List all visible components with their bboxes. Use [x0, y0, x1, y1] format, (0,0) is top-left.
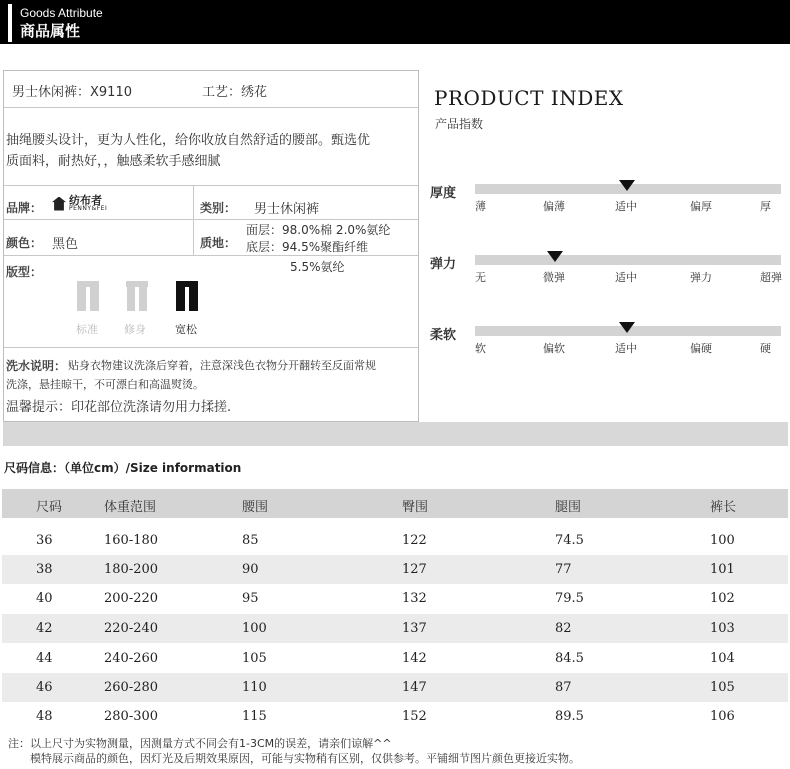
table-cell: 38: [36, 562, 53, 577]
table-cell: 82: [555, 621, 572, 636]
index-tick: 偏硬: [690, 342, 712, 355]
size-section-title: 尺码信息：（单位cm）/Size information: [4, 461, 242, 475]
index-tick: 无: [475, 271, 486, 284]
index-marker-icon: [619, 180, 635, 191]
product-index-subtitle: 产品指数: [435, 117, 484, 131]
table-cell: 85: [242, 533, 259, 548]
table-row: [2, 644, 788, 673]
table-cell: 180-200: [104, 562, 159, 577]
index-tick: 偏软: [543, 342, 565, 355]
brand-name: 纺布者: [69, 194, 102, 207]
pants-loose-icon: [176, 281, 198, 311]
size-note-2: 模特展示商品的颜色，因灯光及后期效果原因，可能与实物稍有区别，仅供参考。平铺细节图片颜色更接近实物。: [30, 752, 580, 765]
header-cell: 裤长: [710, 500, 737, 515]
table-row: [2, 673, 788, 702]
table-cell: 280-300: [104, 709, 159, 724]
description-line-2: 质面料，耐热好，，触感柔软手感细腻: [6, 154, 221, 169]
product-index-title: PRODUCT INDEX: [434, 86, 624, 110]
color-label: 颜色：: [6, 236, 43, 250]
size-note-1: 注：以上尺寸为实物测量，因测量方式不同会有1-3CM的误差，请亲们谅解^^: [8, 737, 392, 750]
header-cell: 尺码: [36, 500, 63, 515]
divider: [4, 255, 418, 256]
product-craft: 工艺：绣花: [202, 85, 268, 100]
table-row: [2, 555, 788, 584]
divider: [4, 185, 418, 186]
pants-slim-icon: [126, 281, 148, 311]
table-cell: 74.5: [555, 533, 584, 548]
header-title-cn: 商品属性: [20, 22, 81, 40]
brand-sub: PENNY&FEI: [69, 205, 108, 212]
index-tick: 超弹: [760, 271, 782, 284]
table-row: [2, 526, 788, 555]
material-line-3: 5.5%氨纶: [290, 260, 345, 274]
pants-standard-icon: [77, 281, 99, 311]
table-cell: 90: [242, 562, 259, 577]
index-tick: 适中: [615, 342, 637, 355]
fit-option-slim: 修身: [124, 323, 146, 336]
table-cell: 84.5: [555, 651, 584, 666]
table-cell: 240-260: [104, 651, 159, 666]
table-cell: 160-180: [104, 533, 159, 548]
table-cell: 100: [242, 621, 267, 636]
table-cell: 106: [710, 709, 735, 724]
table-cell: 101: [710, 562, 735, 577]
brand-logo: [52, 195, 107, 212]
index-tick: 厚: [760, 200, 771, 213]
table-cell: 79.5: [555, 591, 584, 606]
table-cell: 142: [402, 651, 427, 666]
table-cell: 87: [555, 680, 572, 695]
care-reminder: 温馨提示：印花部位洗涤请勿用力揉搓.: [6, 400, 232, 415]
index-marker-icon: [619, 322, 635, 333]
table-cell: 95: [242, 591, 259, 606]
table-cell: 127: [402, 562, 427, 577]
divider: [193, 185, 194, 255]
index-label: 厚度: [430, 186, 457, 201]
table-cell: 200-220: [104, 591, 159, 606]
material-line-2: 底层：94.5%聚酯纤维: [246, 240, 369, 254]
table-cell: 40: [36, 591, 53, 606]
wash-line-1: 贴身衣物建议洗涤后穿着，注意深浅色衣物分开翻转至反面常规: [68, 359, 376, 372]
index-tick: 硬: [760, 342, 771, 355]
table-cell: 110: [242, 680, 267, 695]
brand-label: 品牌：: [6, 201, 43, 215]
table-cell: 42: [36, 621, 53, 636]
wash-label: 洗水说明：: [6, 359, 67, 373]
product-model: 男士休闲裤：X9110: [12, 85, 132, 100]
index-tick: 适中: [615, 271, 637, 284]
table-cell: 102: [710, 591, 735, 606]
header-cell: 腰围: [242, 500, 269, 515]
table-cell: 48: [36, 709, 53, 724]
divider: [4, 107, 418, 108]
table-cell: 105: [242, 651, 267, 666]
index-label: 弹力: [430, 257, 457, 272]
table-row: [2, 584, 788, 613]
table-cell: 103: [710, 621, 735, 636]
table-cell: 36: [36, 533, 53, 548]
index-tick: 偏厚: [690, 200, 712, 213]
category-label: 类别：: [200, 201, 237, 215]
table-cell: 115: [242, 709, 267, 724]
separator-bar: [3, 422, 788, 446]
wash-line-2: 洗涤，悬挂晾干，不可漂白和高温熨烫。: [6, 378, 204, 391]
divider: [4, 347, 418, 348]
table-cell: 104: [710, 651, 735, 666]
index-tick: 薄: [475, 200, 486, 213]
material-line-1: 面层：98.0%棉 2.0%氨纶: [246, 223, 391, 237]
table-cell: 132: [402, 591, 427, 606]
table-cell: 220-240: [104, 621, 159, 636]
header-cell: 臀围: [402, 500, 429, 515]
section-header: [0, 0, 790, 44]
table-cell: 260-280: [104, 680, 159, 695]
header-accent-bar: [8, 4, 12, 42]
index-tick: 软: [475, 342, 486, 355]
header-title-en: Goods Attribute: [20, 6, 103, 20]
table-cell: 147: [402, 680, 427, 695]
attribute-table: [3, 70, 419, 422]
table-cell: 105: [710, 680, 735, 695]
color-value: 黑色: [52, 237, 79, 252]
index-tick: 弹力: [690, 271, 712, 284]
description-line-1: 抽绳腰头设计，更为人性化，给你收放自然舒适的腰部。甄选优: [6, 133, 371, 148]
material-label: 质地：: [200, 236, 237, 250]
table-row: [2, 702, 788, 731]
table-cell: 46: [36, 680, 53, 695]
table-header: [2, 489, 788, 518]
table-cell: 77: [555, 562, 572, 577]
fit-option-standard: 标准: [76, 323, 98, 336]
index-marker-icon: [547, 251, 563, 262]
index-tick: 微弹: [543, 271, 565, 284]
index-tick: 偏薄: [543, 200, 565, 213]
header-cell: 体重范围: [104, 500, 157, 515]
table-cell: 122: [402, 533, 427, 548]
table-cell: 44: [36, 651, 53, 666]
table-cell: 89.5: [555, 709, 584, 724]
house-icon: [52, 197, 66, 211]
header-cell: 腿围: [555, 500, 582, 515]
category-value: 男士休闲裤: [254, 202, 320, 217]
table-cell: 152: [402, 709, 427, 724]
table-cell: 100: [710, 533, 735, 548]
index-track: [475, 255, 781, 265]
fit-label: 版型：: [6, 265, 43, 279]
index-tick: 适中: [615, 200, 637, 213]
table-row: [2, 614, 788, 643]
divider: [4, 219, 418, 220]
fit-option-loose: 宽松: [175, 323, 197, 336]
index-label: 柔软: [430, 328, 457, 343]
table-cell: 137: [402, 621, 427, 636]
